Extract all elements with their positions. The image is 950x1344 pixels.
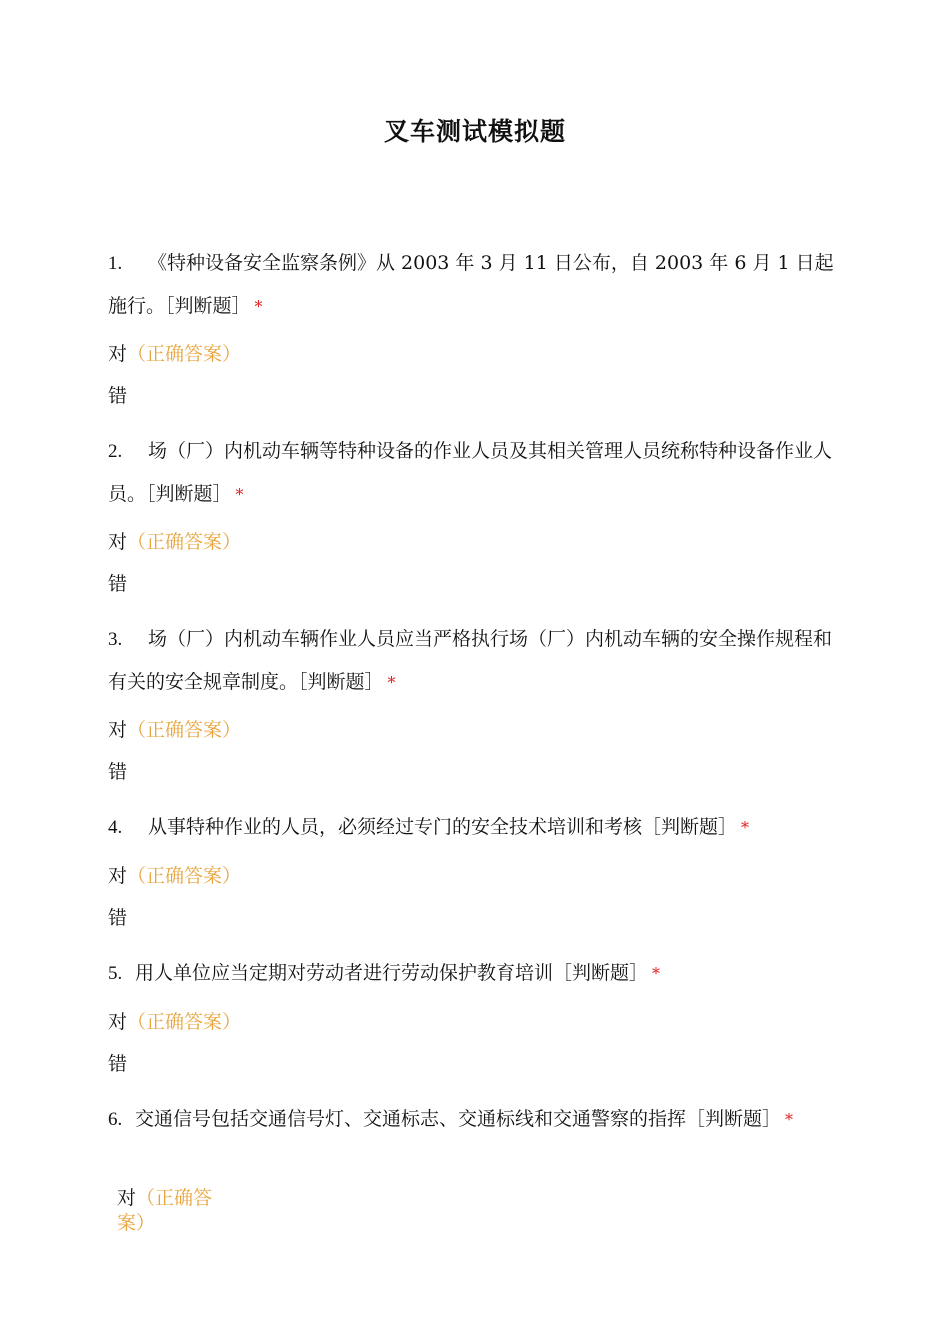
question-number: 5. (108, 963, 123, 984)
required-star: * (741, 818, 750, 837)
correct-answer-mark: （正确答案） (127, 343, 242, 365)
option-true[interactable] (108, 342, 241, 366)
correct-answer-mark: （正确答案） (117, 1187, 213, 1234)
question-4 (108, 806, 840, 849)
question-2 (108, 430, 840, 516)
option-label: 错 (108, 385, 128, 407)
correct-answer-mark: （正确答案） (127, 531, 242, 553)
option-label: 错 (108, 907, 128, 929)
option-false[interactable] (108, 572, 127, 596)
option-label: 错 (108, 761, 128, 783)
option-true[interactable] (108, 530, 241, 554)
option-true[interactable] (117, 1186, 227, 1236)
option-label: 对 (117, 1187, 137, 1209)
question-number: 6. (108, 1109, 123, 1130)
correct-answer-mark: （正确答案） (127, 1011, 242, 1033)
question-text: 《特种设备安全监察条例》从 2003 年 3 月 11 日公布，自 2003 年 6 月 1 日起施行。［判断题］ (108, 252, 834, 317)
option-false[interactable] (108, 760, 127, 784)
question-number: 3. (108, 629, 123, 650)
correct-answer-mark: （正确答案） (127, 719, 242, 741)
option-label: 错 (108, 573, 128, 595)
option-false[interactable] (108, 906, 127, 930)
option-false[interactable] (108, 1052, 127, 1076)
question-1 (108, 242, 840, 328)
question-text: 从事特种作业的人员，必须经过专门的安全技术培训和考核［判断题］ (148, 816, 738, 838)
question-number: 1. (108, 253, 123, 274)
question-3 (108, 618, 840, 704)
question-number: 2. (108, 441, 123, 462)
question-text: 场（厂）内机动车辆等特种设备的作业人员及其相关管理人员统称特种设备作业人员。［判断题］ (108, 440, 833, 505)
option-label: 对 (108, 343, 128, 365)
option-true[interactable] (108, 1010, 241, 1034)
required-star: * (652, 964, 661, 983)
option-true[interactable] (108, 718, 241, 742)
required-star: * (235, 485, 244, 504)
option-false[interactable] (108, 384, 127, 408)
question-text: 交通信号包括交通信号灯、交通标志、交通标线和交通警察的指挥［判断题］ (135, 1108, 782, 1130)
option-label: 对 (108, 865, 128, 887)
question-text: 用人单位应当定期对劳动者进行劳动保护教育培训［判断题］ (135, 962, 649, 984)
option-label: 对 (108, 1011, 128, 1033)
document-title: 叉车测试模拟题 (383, 117, 566, 146)
question-5 (108, 952, 840, 995)
required-star: * (387, 673, 396, 692)
option-label: 错 (108, 1053, 128, 1075)
option-label: 对 (108, 531, 128, 553)
question-number: 4. (108, 817, 123, 838)
question-text: 场（厂）内机动车辆作业人员应当严格执行场（厂）内机动车辆的安全操作规程和有关的安全规章制度。［判断题］ (108, 628, 833, 693)
option-label: 对 (108, 719, 128, 741)
required-star: * (254, 297, 263, 316)
required-star: * (785, 1110, 794, 1129)
question-6 (108, 1098, 840, 1141)
option-true[interactable] (108, 864, 241, 888)
correct-answer-mark: （正确答案） (127, 865, 242, 887)
